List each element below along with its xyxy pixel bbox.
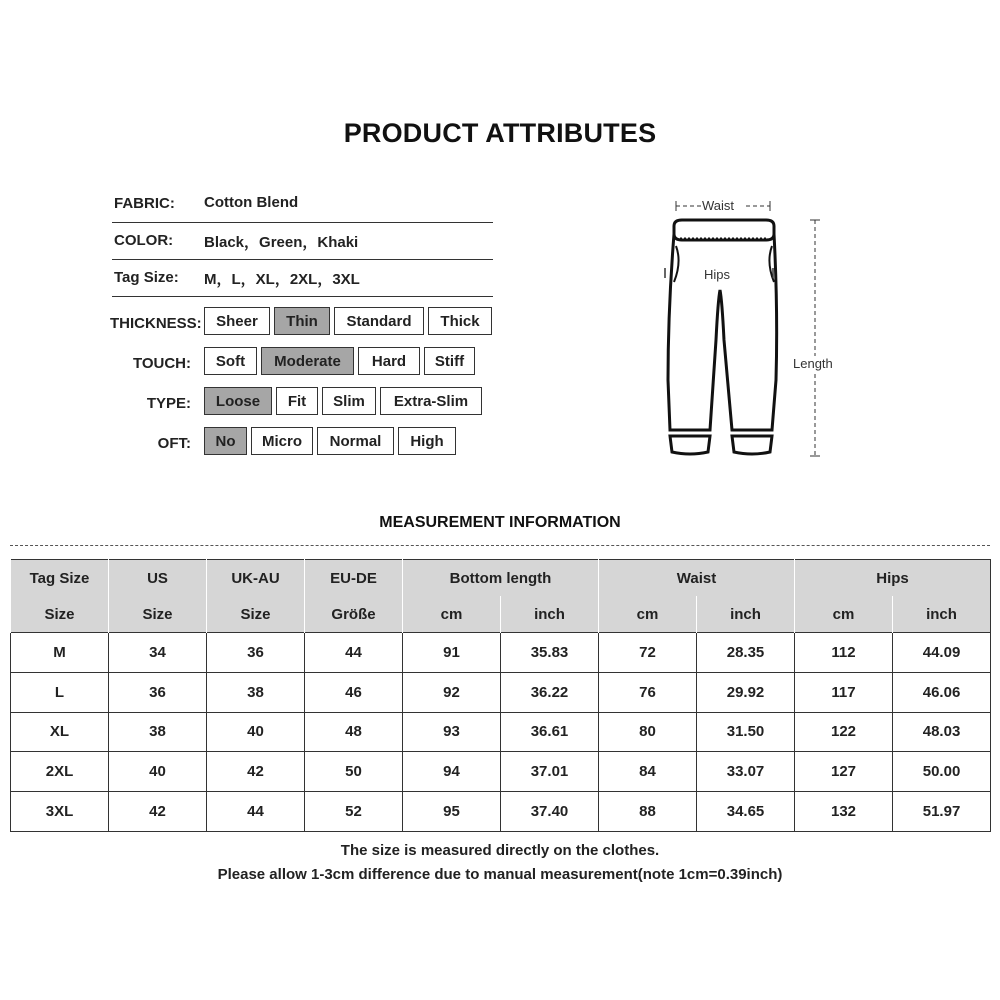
- table-row: [11, 672, 991, 712]
- table-cell: 36: [207, 633, 305, 673]
- subheader-cell: inch: [697, 596, 795, 633]
- divider: [112, 296, 493, 297]
- tag-size-value: M，L，XL，2XL，3XL: [204, 271, 360, 288]
- subheader-cell: cm: [403, 596, 501, 633]
- option-thick: Thick: [428, 307, 492, 335]
- subheader-cell: inch: [893, 596, 991, 633]
- pants-diagram: [640, 190, 860, 470]
- tag-size-label: Tag Size:: [114, 269, 179, 286]
- measurement-title: MEASUREMENT INFORMATION: [379, 514, 621, 531]
- option-micro: Micro: [251, 427, 313, 455]
- dashed-divider: [10, 545, 990, 546]
- table-cell: 51.97: [893, 792, 991, 832]
- table-row: [11, 752, 991, 792]
- table-cell: 42: [207, 752, 305, 792]
- table-cell: 44: [305, 633, 403, 673]
- table-cell: 3XL: [11, 792, 109, 832]
- header-cell: Hips: [795, 560, 991, 597]
- table-row: [11, 633, 991, 673]
- option-no: No: [204, 427, 247, 455]
- header-cell: Waist: [599, 560, 795, 597]
- option-thin: Thin: [274, 307, 330, 335]
- table-cell: 38: [109, 712, 207, 752]
- option-standard: Standard: [334, 307, 424, 335]
- table-cell: 91: [403, 633, 501, 673]
- page-title: PRODUCT ATTRIBUTES: [343, 118, 657, 148]
- touch-label: TOUCH:: [132, 355, 191, 372]
- fabric-value: Cotton Blend: [204, 194, 299, 211]
- header-cell: Bottom length: [403, 560, 599, 597]
- table-cell: 34.65: [697, 792, 795, 832]
- table-cell: 117: [795, 672, 893, 712]
- color-value: Black，Green，Khaki: [204, 234, 359, 251]
- table-row: [11, 792, 991, 832]
- table-cell: 122: [795, 712, 893, 752]
- fabric-label: FABRIC:: [114, 195, 175, 212]
- table-cell: L: [11, 672, 109, 712]
- option-normal: Normal: [317, 427, 394, 455]
- table-cell: 50.00: [893, 752, 991, 792]
- table-cell: 31.50: [697, 712, 795, 752]
- type-label: TYPE:: [146, 395, 191, 412]
- table-cell: 33.07: [697, 752, 795, 792]
- length-label: Length: [793, 356, 833, 371]
- waist-label: Waist: [702, 198, 735, 213]
- table-cell: 52: [305, 792, 403, 832]
- table-cell: 76: [599, 672, 697, 712]
- oft-options: [204, 427, 456, 455]
- table-cell: 40: [207, 712, 305, 752]
- pants-icon: [640, 190, 860, 470]
- subheader-cell: cm: [795, 596, 893, 633]
- table-cell: 72: [599, 633, 697, 673]
- table-cell: 48: [305, 712, 403, 752]
- table-cell: M: [11, 633, 109, 673]
- table-cell: 36.22: [501, 672, 599, 712]
- table-cell: 28.35: [697, 633, 795, 673]
- table-cell: 36.61: [501, 712, 599, 752]
- option-sheer: Sheer: [204, 307, 270, 335]
- table-cell: 38: [207, 672, 305, 712]
- thickness-options: [204, 307, 492, 335]
- option-moderate: Moderate: [261, 347, 354, 375]
- subheader-cell: Size: [109, 596, 207, 633]
- header-cell: Tag Size: [11, 560, 109, 597]
- hips-label: Hips: [704, 267, 731, 282]
- table-header-row: [11, 560, 991, 597]
- table-cell: 92: [403, 672, 501, 712]
- table-cell: 40: [109, 752, 207, 792]
- subheader-cell: cm: [599, 596, 697, 633]
- table-cell: 50: [305, 752, 403, 792]
- divider: [112, 222, 493, 223]
- subheader-cell: Größe: [305, 596, 403, 633]
- table-cell: 37.01: [501, 752, 599, 792]
- header-cell: US: [109, 560, 207, 597]
- table-cell: 84: [599, 752, 697, 792]
- table-cell: 44: [207, 792, 305, 832]
- table-subheader-row: [11, 596, 991, 633]
- note-measured: The size is measured directly on the clothes.: [340, 842, 660, 859]
- table-cell: 80: [599, 712, 697, 752]
- table-cell: 112: [795, 633, 893, 673]
- table-cell: 35.83: [501, 633, 599, 673]
- option-high: High: [398, 427, 456, 455]
- table-cell: 42: [109, 792, 207, 832]
- option-fit: Fit: [276, 387, 318, 415]
- table-cell: 95: [403, 792, 501, 832]
- thickness-label: THICKNESS:: [110, 315, 202, 332]
- table-cell: 88: [599, 792, 697, 832]
- table-cell: 46: [305, 672, 403, 712]
- table-row: [11, 712, 991, 752]
- option-loose: Loose: [204, 387, 272, 415]
- table-cell: 127: [795, 752, 893, 792]
- table-cell: 93: [403, 712, 501, 752]
- table-cell: 94: [403, 752, 501, 792]
- oft-label: OFT:: [157, 435, 191, 452]
- touch-options: [204, 347, 475, 375]
- subheader-cell: inch: [501, 596, 599, 633]
- note-difference: Please allow 1-3cm difference due to manual measurement(note 1cm=0.39inch): [217, 866, 783, 883]
- option-slim: Slim: [322, 387, 376, 415]
- option-stiff: Stiff: [424, 347, 475, 375]
- table-cell: 2XL: [11, 752, 109, 792]
- option-soft: Soft: [204, 347, 257, 375]
- option-extra-slim: Extra-Slim: [380, 387, 482, 415]
- header-cell: UK-AU: [207, 560, 305, 597]
- subheader-cell: Size: [11, 596, 109, 633]
- table-cell: 44.09: [893, 633, 991, 673]
- option-hard: Hard: [358, 347, 420, 375]
- table-cell: 37.40: [501, 792, 599, 832]
- table-cell: 132: [795, 792, 893, 832]
- measurement-table: [10, 559, 991, 832]
- table-cell: 34: [109, 633, 207, 673]
- table-cell: XL: [11, 712, 109, 752]
- table-cell: 29.92: [697, 672, 795, 712]
- subheader-cell: Size: [207, 596, 305, 633]
- color-label: COLOR:: [114, 232, 174, 249]
- divider: [112, 259, 493, 260]
- table-cell: 36: [109, 672, 207, 712]
- header-cell: EU-DE: [305, 560, 403, 597]
- table-cell: 48.03: [893, 712, 991, 752]
- table-cell: 46.06: [893, 672, 991, 712]
- type-options: [204, 387, 482, 415]
